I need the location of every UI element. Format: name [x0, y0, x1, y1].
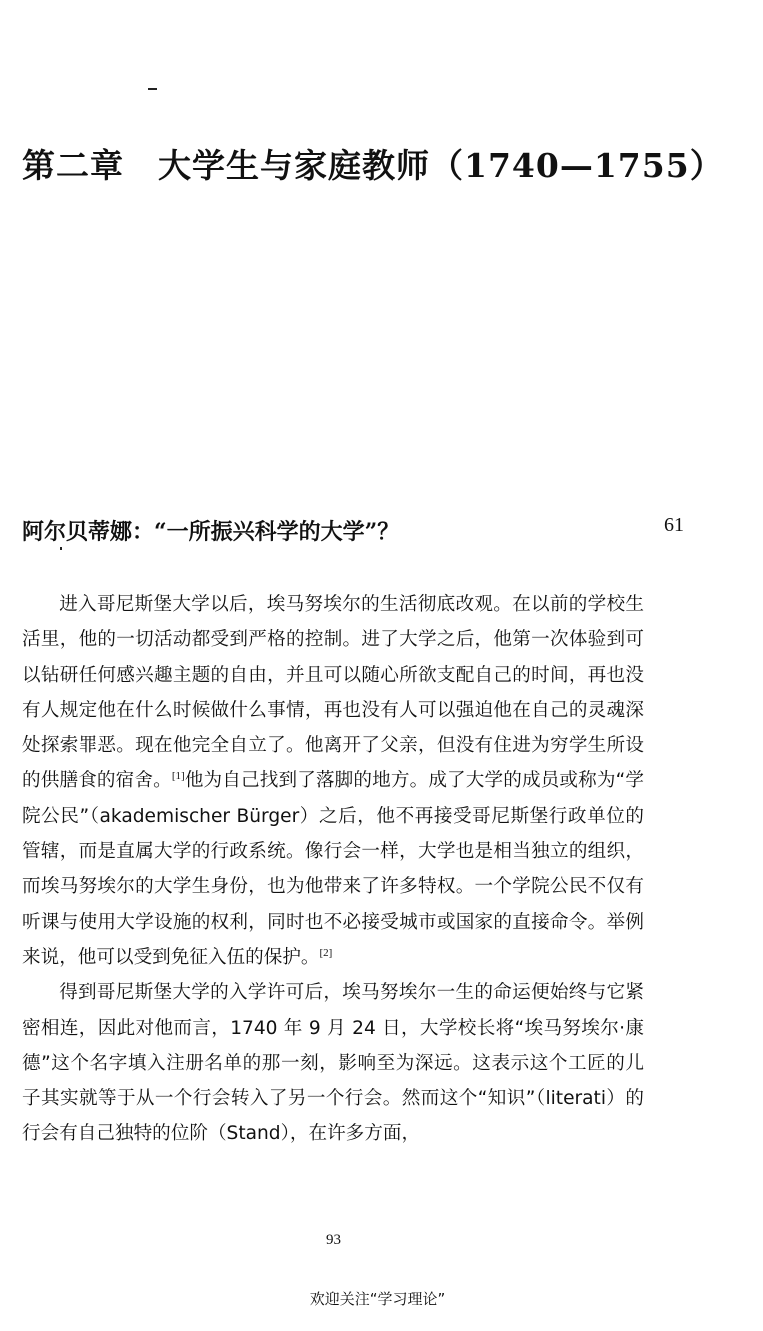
footnote-ref[interactable]: [2] — [319, 946, 333, 959]
chapter-title: 第二章 大学生与家庭教师（1740—1755） — [22, 146, 724, 185]
footer-note-text: 欢迎关注“学习理论” — [309, 1290, 446, 1308]
paragraph: 得到哥尼斯堡大学的入学许可后，埃马努埃尔一生的命运便始终与它紧密相连，因此对他而言，1740 年 9 月 24 日，大学校长将“埃马努埃尔·康德”这个名字填入注册名单的那一刻，影响至为深远。这表示这个工匠的儿子其实就等于从一个行会转入了另一个行会。然而这个“知识”（literati）的行会有自己独特的位阶（Stand），在许多方面， — [22, 982, 644, 1145]
scan-speck — [148, 88, 157, 90]
footer-note — [0, 1288, 763, 1309]
page-number — [0, 1232, 763, 1249]
footnote-ref[interactable]: [1] — [171, 770, 185, 783]
scan-speck — [60, 547, 62, 550]
section-title: 阿尔贝蒂娜：“一所振兴科学的大学”？ — [22, 519, 400, 545]
original-page-number: 61 — [664, 514, 684, 536]
page-number-text: 93 — [326, 1232, 341, 1248]
paragraph — [22, 587, 644, 975]
body-text — [22, 587, 644, 1152]
paragraph-text: 他为自己找到了落脚的地方。成了大学的成员或称为“学院公民”（akademischer Bürger）之后，他不再接受哥尼斯堡行政单位的管辖，而是直属大学的行政系统。像行会一样，大学也是相当独立的组织，而埃马努埃尔的大学生身份，也为他带来了许多特权。一个学院公民不仅有听课与使用大学设施的权利，同时也不必接受城市或国家的直接命令。举例来说，他可以受到免征入伍的保护。 — [22, 770, 644, 968]
paragraph-text: 进入哥尼斯堡大学以后，埃马努埃尔的生活彻底改观。在以前的学校生活里，他的一切活动都受到严格的控制。进了大学之后，他第一次体验到可以钻研任何感兴趣主题的自由，并且可以随心所欲支配自己的时间，再也没有人规定他在什么时候做什么事情，再也没有人可以强迫他在自己的灵魂深处探索罪恶。现在他完全自立了。他离开了父亲，但没有住进为穷学生所设的供膳食的宿舍。 — [22, 594, 644, 792]
